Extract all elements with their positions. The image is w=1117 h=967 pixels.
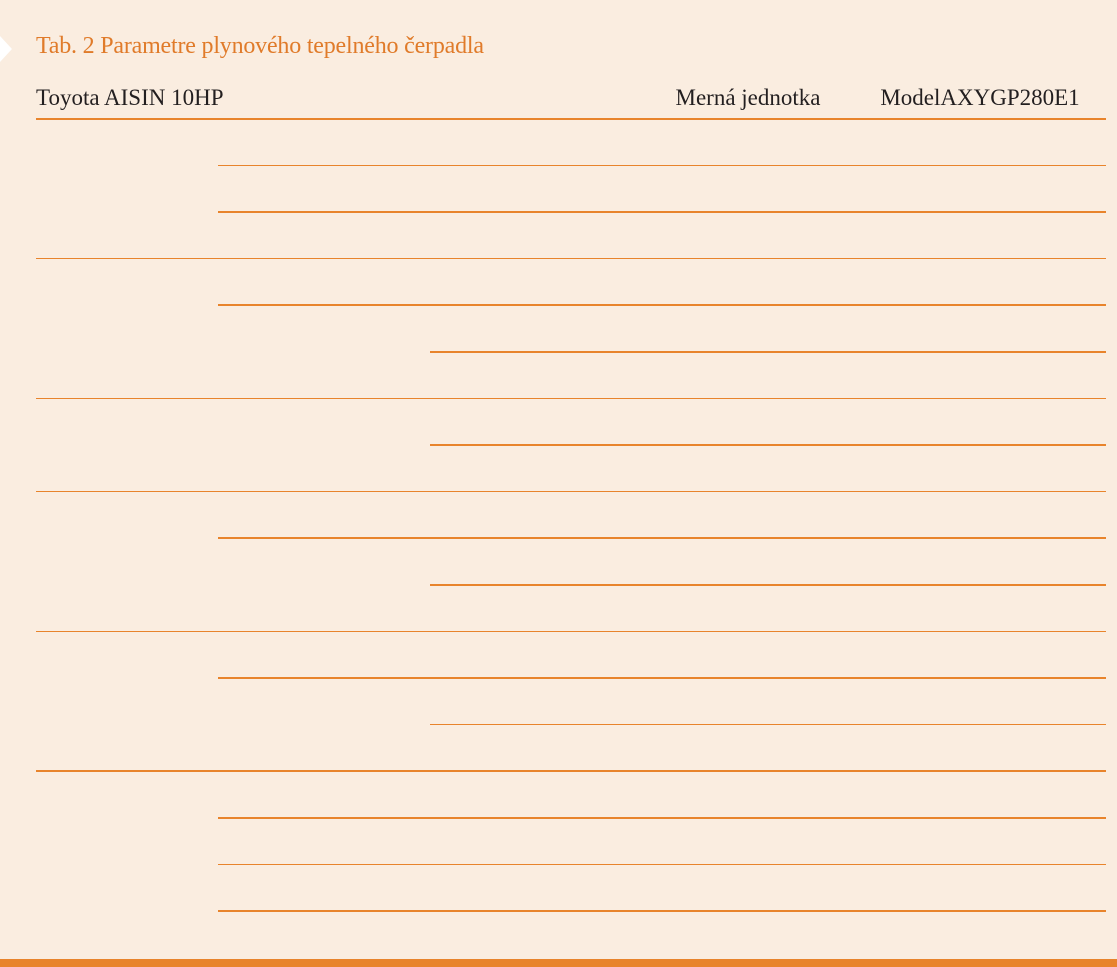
row-divider xyxy=(218,677,1106,679)
row-divider xyxy=(218,304,1106,306)
header-divider xyxy=(36,118,1106,120)
bottom-bar xyxy=(0,959,1117,967)
group-divider xyxy=(36,770,1106,772)
group-divider xyxy=(36,398,1106,400)
row-divider xyxy=(430,584,1106,586)
header-product: Toyota AISIN 10HP xyxy=(36,85,224,110)
row-divider xyxy=(218,211,1106,213)
header-unit: Merná jednotka xyxy=(675,85,821,110)
row-divider xyxy=(218,165,1106,167)
group-divider xyxy=(36,258,1106,260)
row-divider xyxy=(218,537,1106,539)
row-divider xyxy=(218,910,1106,912)
group-divider xyxy=(36,631,1106,633)
arrow-marker-icon xyxy=(0,36,12,62)
table-title: Tab. 2 Parametre plynového tepelného čerpadla xyxy=(36,33,484,59)
group-divider xyxy=(36,491,1106,493)
row-divider xyxy=(218,817,1106,819)
row-divider xyxy=(430,724,1106,726)
row-divider xyxy=(218,864,1106,866)
row-divider xyxy=(430,444,1106,446)
header-model: ModelAXYGP280E1 xyxy=(880,85,1080,110)
row-divider xyxy=(430,351,1106,353)
